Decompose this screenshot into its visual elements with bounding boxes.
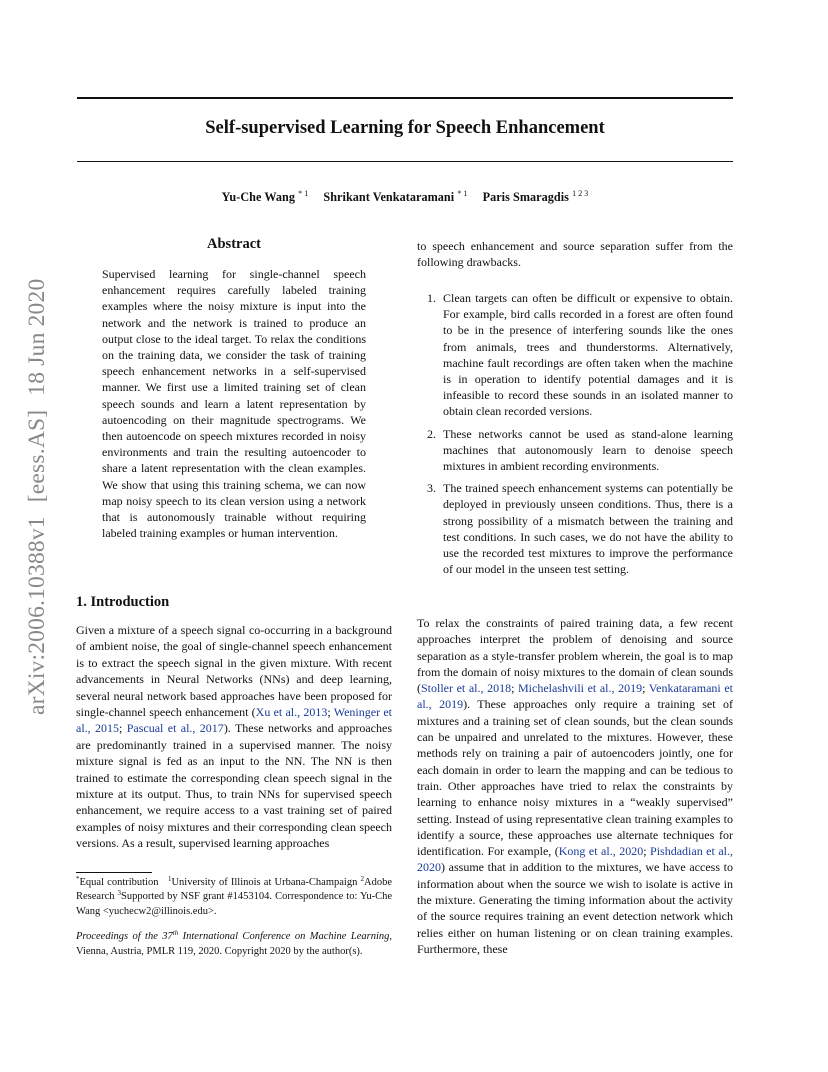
- citation-link[interactable]: Pishdadian et al., 2020: [417, 844, 733, 875]
- footnote-affiliation: Adobe Research: [76, 877, 392, 903]
- author-list: [77, 190, 733, 205]
- citation-link[interactable]: Pascual et al., 2017: [126, 721, 224, 736]
- ordinal-suffix: th: [172, 929, 179, 937]
- arxiv-date: 18 Jun 2020: [24, 278, 50, 396]
- author-name: Shrikant Venkataramani: [323, 190, 455, 204]
- author-affiliation-marks: * 1: [457, 189, 468, 198]
- list-item: [417, 290, 733, 420]
- paragraph-text: ). These networks and approaches are predominantly trained in a supervised manner. The noisy mixture signal is fed as an input to the NN. The NN is then trained to estimate the corresponding clean speech signal in the mixture at its output. Thus, to train NNs for supervised speech enhancement, we require access to a vast training set of paired examples of noisy mixtures and their corresponding clean speech versions. As a result, supervised learning approaches: [76, 721, 392, 851]
- footnote-correspondence: Correspondence to: Yu-Che Wang <yuchecw2@illinois.edu>.: [76, 891, 393, 917]
- separator: ;: [642, 681, 649, 696]
- list-item-text: Clean targets can often be difficult or expensive to obtain. For example, bird calls recorded in a forest are often found to be in the presence of interfering sounds like the ones from animals, trees and thunderstorms. Alternatively, machine fault recordings are often taken when the machine is in operation to identify potential damages and it is infeasible to record these sounds in an isolated manner to obtain clean recorded versions.: [443, 291, 733, 419]
- paragraph-text: Given a mixture of a speech signal co-occurring in a background of ambient noise, the goal of single-channel speech enhancement is to extract the speech signal in the given mixture. With recent advancements in Neural Networks (NNs) and deep learning, several neural network based approaches have been proposed for single-channel speech enhancement (: [76, 623, 392, 720]
- author-affiliation-marks: * 1: [298, 189, 309, 198]
- footnote-rule: [76, 872, 152, 873]
- paragraph-text: ) assume that in addition to the mixtures, we have access to information about when the source we wish to isolate is active in the mixture. Generating the timing information about the activity of the source requires training an event detection network which relies either on human listening or on clean training examples. Furthermore, these: [417, 860, 733, 956]
- separator: ;: [327, 705, 334, 720]
- author-name: Paris Smaragdis: [482, 190, 569, 204]
- separator: ;: [511, 681, 518, 696]
- footnote-mark: *: [76, 875, 80, 883]
- separator: ;: [643, 844, 651, 859]
- footnote-mark: 1: [167, 875, 172, 883]
- abstract-heading: Abstract: [207, 236, 261, 252]
- list-item-text: These networks cannot be used as stand-alone learning machines that autonomously learn to denoise speech mixtures in ambient recording environments.: [443, 426, 733, 474]
- paragraph-text: ). These approaches only require a training set of mixtures and a training set of clean sounds, but the clean sounds can be unpaired and unrelated to the mixtures. However, these methods rely on training a pair of autoencoders jointly, one for each domain in order to learn the mapping and can be tedious to train. Other approaches have tried to relax the constraints by learning to enhance noisy mixtures in a “weakly supervised” setting. Instead of using representative clean training examples to identify a source, these approaches use alternate techniques for identification. For example, (: [417, 697, 733, 859]
- proceedings-prefix: Proceedings of the 37: [76, 931, 173, 942]
- list-number: 1.: [427, 291, 436, 305]
- introduction-paragraph: [76, 622, 392, 852]
- citation-link[interactable]: Venkataramani et al., 2019: [417, 681, 733, 712]
- list-item: [417, 426, 733, 475]
- paragraph-text: To relax the constraints of paired training data, a few recent approaches interpret the problem of denoising and source separation as a style-transfer problem wherein, the goal is to map from the domain of noisy mixtures to the domain of clean sounds (: [417, 616, 733, 696]
- arxiv-category: [eess.AS]: [24, 409, 50, 503]
- abstract-text: Supervised learning for single-channel speech enhancement requires carefully labeled training examples where the noisy mixture is input into the network and the network is trained to produce an output close to the ideal target. To relax the conditions on the training data, we consider the task of training speech enhancement networks in a self-supervised manner. We first use a limited training set of clean speech sounds and learn a latent representation by autoencoding on their magnitude spectrograms. We then autoencode on speech mixtures recorded in noisy environments and train the resulting autoencoder to share a latent representation with the clean examples. We show that using this training schema, we can now map noisy speech to its clean version using a network that is autonomously trainable without requiring labeled training examples or human intervention.: [102, 267, 366, 541]
- title-rule-bottom: [77, 161, 733, 162]
- arxiv-identifier: [24, 235, 52, 715]
- proceedings-details: , Vienna, Austria, PMLR 119, 2020. Copyright 2020 by the author(s).: [76, 931, 392, 957]
- conference-name: International Conference on Machine Learning: [178, 931, 390, 942]
- drawbacks-list: [417, 290, 733, 583]
- paper-title: Self-supervised Learning for Speech Enhancement: [205, 118, 605, 138]
- section-heading-introduction: 1. Introduction: [76, 594, 170, 610]
- footnote-mark: 2: [360, 875, 364, 883]
- citation-link[interactable]: Xu et al., 2013: [255, 705, 328, 720]
- footnote-mark: 3: [117, 889, 121, 898]
- footnote-funding: Supported by NSF grant #1453104.: [120, 891, 273, 903]
- title-rule-top: [77, 97, 733, 99]
- introduction-paragraph-2: [417, 615, 733, 957]
- list-item: [417, 480, 733, 577]
- list-number: 3.: [427, 481, 436, 496]
- list-item-text: The trained speech enhancement systems can potentially be deployed in previously unseen conditions. Thus, there is a strong possibility of a mismatch between the training and test conditions. In such cases, we do not have the ability to use the recorded test mixtures to improve the performance of our model in the unseen test setting.: [443, 481, 733, 577]
- introduction-paragraph-continued: to speech enhancement and source separation suffer from the following drawbacks.: [417, 239, 733, 270]
- citation-link[interactable]: Stoller et al., 2018: [421, 681, 512, 696]
- arxiv-id: arXiv:2006.10388v1: [24, 516, 50, 715]
- citation-link[interactable]: Kong et al., 2020: [558, 844, 644, 859]
- author-footnote: [76, 876, 392, 918]
- author-affiliation-marks: 1 2 3: [572, 189, 589, 198]
- footnote-affiliation: University of Illinois at Urbana-Champaign: [171, 877, 358, 888]
- footnote-equal-contribution: Equal contribution: [79, 877, 159, 888]
- citation-link[interactable]: Weninger et al., 2015: [76, 705, 392, 736]
- separator: ;: [119, 721, 127, 736]
- proceedings-note: [76, 930, 392, 958]
- author-name: Yu-Che Wang: [221, 190, 296, 204]
- citation-link[interactable]: Michelashvili et al., 2019: [518, 681, 643, 696]
- list-number: 2.: [427, 426, 436, 441]
